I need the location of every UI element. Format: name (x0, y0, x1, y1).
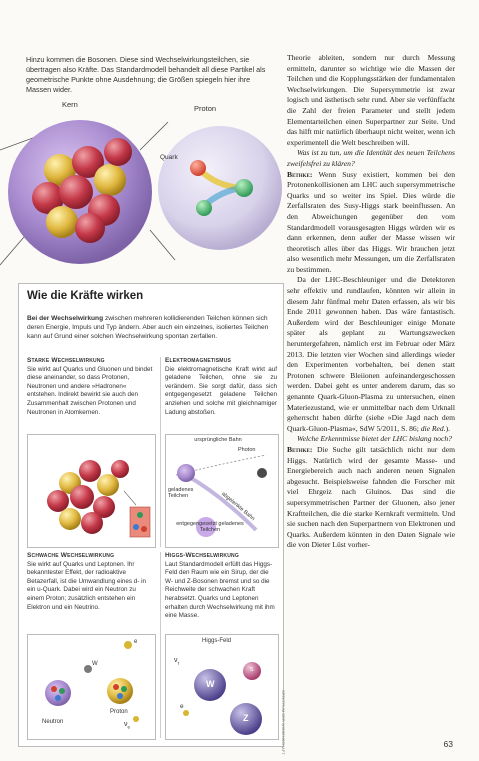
higgs-section (165, 552, 277, 621)
higgs-nu-symbol: ν (174, 657, 178, 664)
strong-text: Sie wirkt auf Quarks und Gluonen und bindet diese aneinander, so dass Protonen, Neutronen und andere »Hadronen« entstehen. Indirekt bewirkt sie auch den Zusammenhalt zwischen Protonen und Neutronen in Atomkernen. (27, 365, 153, 416)
intro-text: Hinzu kommen die Bosonen. Diese sind Wechselwirkungsteilchen, sie übertragen also Kräfte. Das Standardmodell behandelt all diese Partikel als geometrische Punkte ohne Ausdehnung; die Größen spiegeln hier ihre Massen wider. (26, 55, 266, 94)
em-text: Die elektromagnetische Kraft wirkt auf geladene Teilchen, ohne sie zu verändern. Sie sorgt dafür, dass sich entgegengesetzt geladene Teilchen anziehen und solche mit gleichnamiger Ladung abstoßen. (165, 365, 277, 416)
weak-proton-label: Proton (110, 709, 128, 715)
higgs-nu-label (174, 657, 179, 665)
deflected-path-label: abgelenkte Bahn (220, 491, 256, 523)
answer-2 (287, 445, 455, 551)
higgs-illustration (165, 634, 279, 740)
answer-1 (287, 170, 455, 276)
paragraph-2-text: Da der LHC-Beschleuniger und die Detektoren sehr effektiv und rundlaufen, könnten wir allein in diesem Jahr fünfmal mehr Daten erfassen, als wir bis Ende 2011 gewonnen haben. Das wäre fantastisch. Außerdem wird der Beschleuniger einige Monate später als geplant zu Wartungszwecken heruntergefahren, nämlich erst im Februar oder März 2013. Die letzten vier Wochen sind allerdings wieder den Experimenten vorbehalten, bei denen statt Protonen schwere Bleiionen aufeinandergeschossen werden. Dabei geht es unter anderem darum, das so genannte Quark-Gluon-Plasma zu untersuchen, einen Materiezustand, wie er unmittelbar nach dem Urknall geherrscht haben dürfte (siehe »Die Jagd nach dem Quark-Gluon-Plasma«, SdW 5/2011, S. 86; (287, 275, 455, 433)
answer-2-text: Die Suche gilt tatsächlich nicht nur dem Higgs. Natürlich wird der gesamte Masse- und Energiebereich auch nach anderen neuen Signalen abgesucht. Beispielsweise fahnden die Forscher mit viel Ehrgeiz nach Gluinos. Das sind die supersymmetrischen Partner der Gluonen, also jener Kraftteilchen, die die starke Kernkraft vermitteln. Und sie suchen nach den Superpartnern von Elektronen und Quarks. Außerdem könnten in den Daten Signale wie die von Dieter Lüst vorher- (287, 444, 455, 550)
page-number: 63 (443, 739, 453, 749)
em-illustration (165, 434, 279, 548)
weak-text: Sie wirkt auf Quarks und Leptonen. Ihr bekanntester Effekt, der radioaktive Betazerfall, ist die Umwandlung eines d- in ein u-Quark. Dabei wird ein Neutron zu einem Proton; zusätzlich entstehen ein Elektron und ein Neutrino. (27, 560, 147, 611)
weak-nu-symbol: ν (124, 721, 128, 728)
higgs-heading: Higgs-Wechselwirkung (165, 552, 239, 559)
box-lead-rest: zwischen mehreren kollidierenden Teilchen können sich deren Energie, Impuls und Typ ändern. Aber auch ein einzelnes, isoliertes Teilchen kann auf Grund einer solchen Wechselwirkung spontan zerfallen. (27, 315, 269, 341)
paragraph-2-end: ). (445, 423, 451, 433)
proton-label: Proton (194, 104, 217, 113)
paragraph-2-italic: die Red. (420, 423, 446, 433)
weak-heading: Schwache Wechselwirkung (27, 552, 115, 559)
higgs-text: Laut Standardmodell erfüllt das Higgs-Feld den Raum wie ein Sirup, der die W- und Z-Bosonen bremst und so die Reichweite der schwachen Kraft herabsetzt. Quarks und Leptonen erhalten durch Wechselwirkung mit ihm eine Masse. (165, 560, 275, 620)
box-lead-bold: Bei der Wechselwirkung (27, 315, 104, 322)
column-divider-2 (160, 552, 161, 738)
column-divider (160, 357, 161, 547)
question-1: Was ist zu tun, um die Identität des neuen Teilchens zweifelsfrei zu klären? (287, 148, 455, 168)
column-paragraph-2 (287, 275, 455, 434)
weak-nu-sub: e (127, 724, 131, 730)
charged-particle-label: geladenes Teilchen (168, 487, 194, 499)
weak-illustration (27, 634, 156, 740)
photon-label: Photon (238, 447, 256, 453)
column-paragraph-1: Theorie ableiten, sondern nur durch Messung ermitteln, darunter so wichtige wie die Massen der Teilchen und die Kopplungsstärken der fundamentalen Wechselwirkungen. Die Supersymmetrie ist zwar logisch und ästhetisch sehr rund. Aber sie verfünffacht die Zahl der freien Parameter und stellt jedem Elementarteilchen einen Superpartner zur Seite. Und das hilft mir natürlich überhaupt nicht weiter, wenn ich experimentell die Welt beschreiben will. (287, 53, 455, 147)
higgs-w-label: W (206, 679, 215, 689)
kern-label: Kern (62, 100, 78, 109)
strong-illustration (27, 434, 156, 548)
box-title: Wie die Kräfte wirken (27, 290, 144, 302)
strong-heading: Starke Wechselwirkung (27, 357, 105, 364)
higgs-s-label: s (250, 666, 254, 673)
higgs-z-label: Z (243, 713, 249, 723)
weak-e-label: e (134, 639, 138, 645)
speaker-label: Bethke: (287, 169, 313, 179)
answer-1-text: Wenn Susy existiert, kommen bei den Protonenkollisionen am LHC auch supersymmetrische Quarks und so weiter ins Spiel. Dies würde die Zerfallsraten des Susy-Higgs stark beeinflussen. An den Abweichungen gegenüber den vom Standardmodell vorausgesagten Higgs würden wir es dann erkennen, denn außer der Masse wissen wir theoretisch alles über das Higgs. Wir brauchen jetzt also wesentlich mehr Messungen, um die Zerfallsraten zu bestimmen. (287, 169, 455, 274)
speaker-label-2: Bethke: (287, 444, 313, 454)
image-credit: SPEKTRUM DER WISSENSCHAFT (281, 690, 286, 755)
article-column (287, 53, 455, 551)
question-2: Welche Erkenntnisse bietet der LHC bislang noch? (297, 434, 452, 444)
weak-w-label: W (92, 661, 98, 667)
em-force-section (165, 357, 277, 417)
quark-label: Quark (160, 154, 178, 161)
em-heading: Elektromagnetismus (165, 357, 231, 364)
nucleus-proton-illustration (0, 110, 282, 285)
opposite-charge-label: entgegengesetzt geladenes Teilchen (176, 521, 244, 533)
weak-nu-label (124, 721, 130, 729)
higgs-field-title: Higgs-Feld (202, 638, 232, 644)
forces-info-box (18, 283, 284, 747)
box-lead (27, 314, 277, 342)
orig-path-label: ursprüngliche Bahn (194, 437, 242, 443)
higgs-nu-sub: τ (177, 660, 180, 666)
higgs-e-label: e (180, 703, 184, 710)
weak-force-section (27, 552, 153, 612)
strong-force-section (27, 357, 153, 417)
neutron-label: Neutron (42, 719, 64, 725)
